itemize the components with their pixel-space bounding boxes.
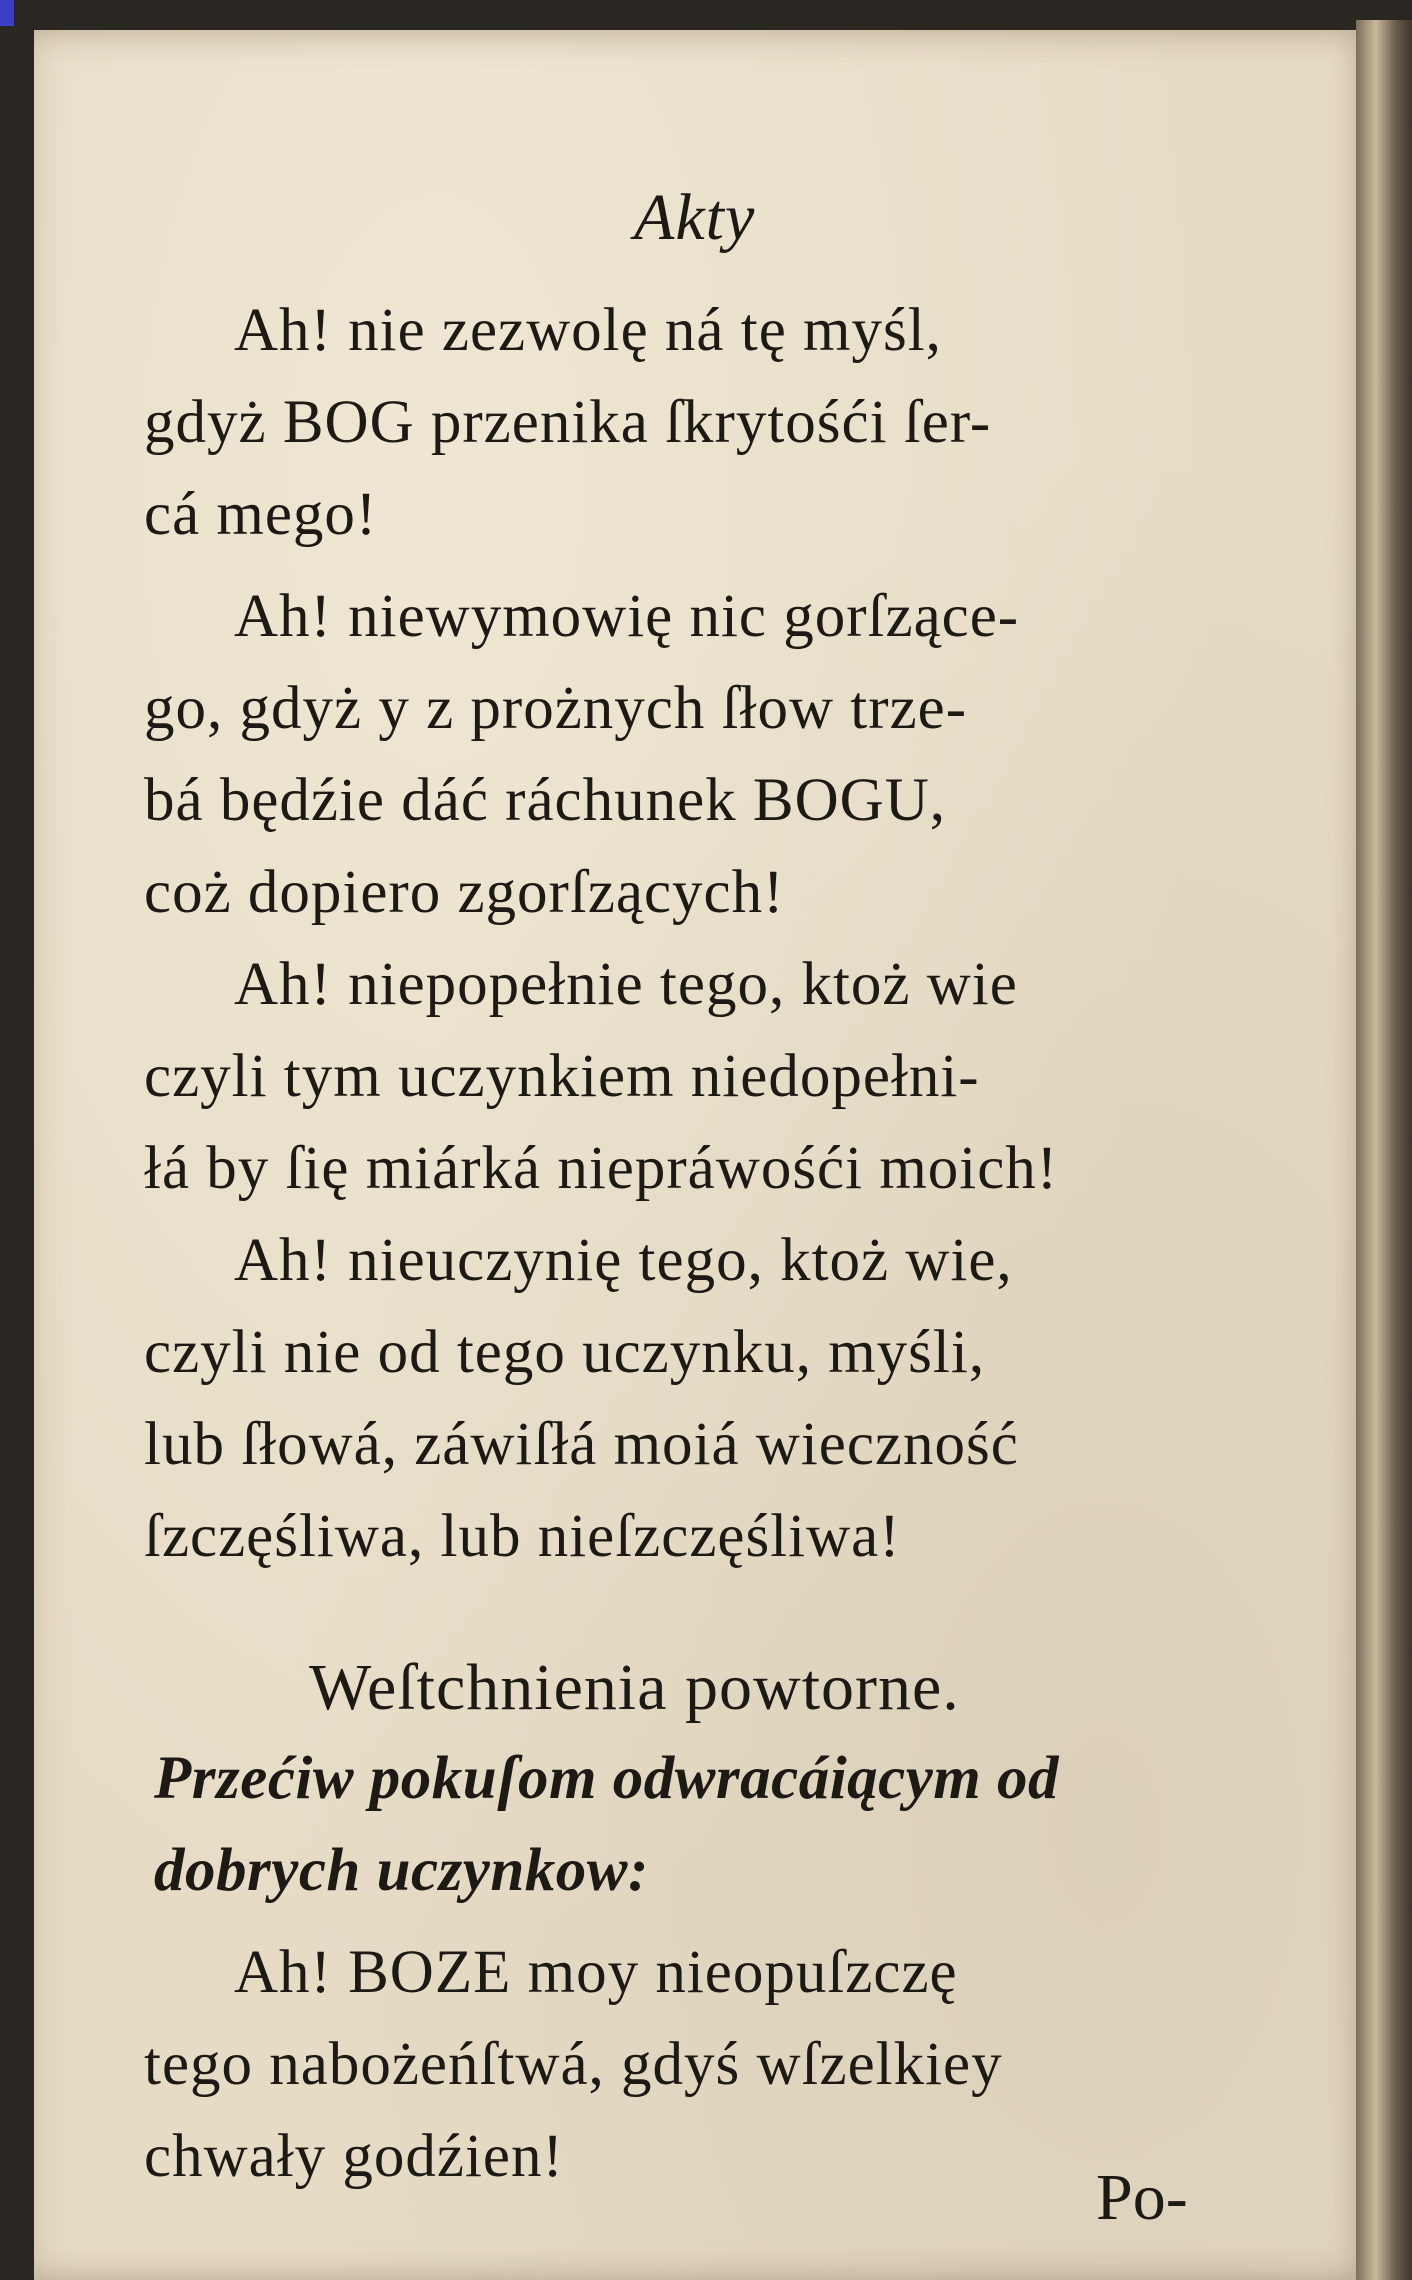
text-line: cá mego!	[144, 481, 378, 548]
text-line: bá będźie dáć ráchunek BOGU,	[144, 767, 947, 834]
section-heading: Weſtchnienia powtorne.	[309, 1651, 960, 1724]
text-line: Ah! niepopełnie tego, ktoż wie	[234, 951, 1018, 1018]
text-line: gdyż BOG przenika ſkrytośći ſer-	[144, 389, 992, 456]
text-line: Ah! niewymowię nic gorſzące-	[234, 583, 1020, 650]
text-line: Ah! BOZE moy nieopuſzczę	[234, 1939, 958, 2006]
book-page	[34, 30, 1374, 2280]
text-line: czyli nie od tego uczynku, myśli,	[144, 1319, 986, 1386]
text-line: tego nabożeńſtwá, gdyś wſzelkiey	[144, 2031, 1003, 2098]
page-text	[34, 30, 1374, 2280]
text-line: Ah! nieuczynię tego, ktoż wie,	[234, 1227, 1013, 1294]
text-line: go, gdyż y z prożnych ſłow trze-	[144, 675, 968, 742]
text-line: Ah! nie zezwolę ná tę myśl,	[234, 297, 942, 364]
text-line: coż dopiero zgorſzących!	[144, 859, 785, 926]
corner-marker	[0, 0, 14, 26]
text-line: łá by ſię miárká niepráwośći moich!	[144, 1135, 1059, 1202]
catchword: Po-	[1096, 2161, 1188, 2234]
text-line: lub ſłowá, záwiſłá moiá wieczność	[144, 1411, 1019, 1478]
book-gutter	[1356, 20, 1412, 2280]
text-line: chwały godźien!	[144, 2123, 564, 2190]
text-line: ſzczęśliwa, lub nieſzczęśliwa!	[144, 1503, 901, 1570]
text-line: czyli tym uczynkiem niedopełni-	[144, 1043, 980, 1110]
italic-intro-line: Przećiw pokuſom odwracáiącym od	[154, 1745, 1060, 1812]
italic-intro-line: dobrych uczynkow:	[154, 1837, 649, 1904]
running-header: Akty	[634, 181, 756, 254]
